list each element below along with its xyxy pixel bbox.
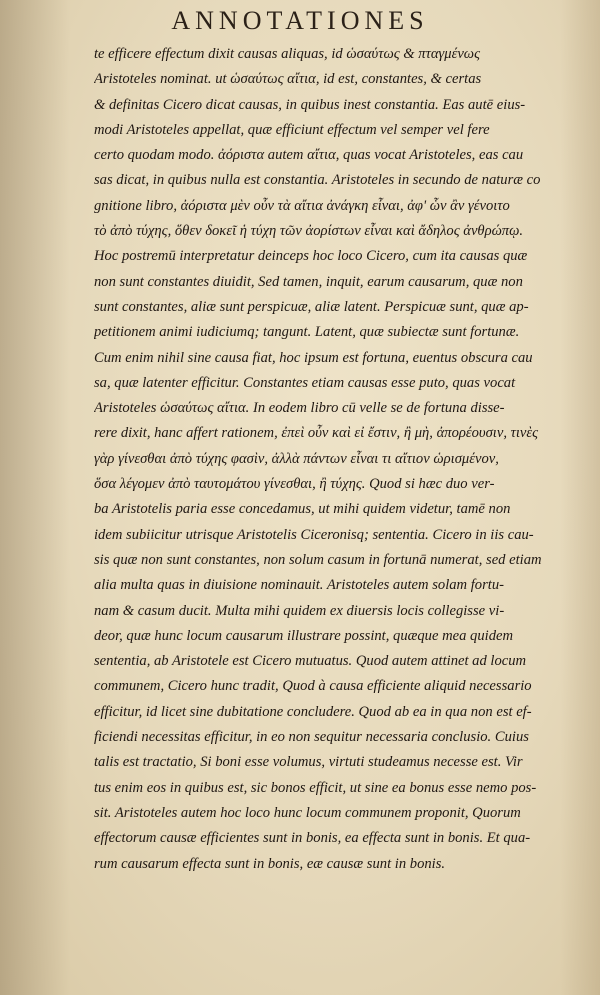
- running-head: ANNOTATIONES: [171, 6, 429, 35]
- text-line: ba Aristotelis paria esse concedamus, ut mihi quidem videtur, tamē non: [94, 501, 511, 518]
- text-line: sententia, ab Aristotele est Cicero mutuatus. Quod autem attinet ad locum: [94, 653, 527, 670]
- text-line: τὸ ἀπὸ τύχης, ὅθεν δοκεῖ ἡ τύχη τῶν ἀορίστων εἶναι καὶ ἄδηλος ἀνθρώπῳ.: [94, 223, 524, 240]
- text-line: sa, quæ latenter efficitur. Constantes etiam causas esse puto, quas vocat: [94, 374, 516, 391]
- gutter-shadow: [0, 0, 70, 995]
- text-line: effectorum causæ efficientes sunt in bonis, ea effecta sunt in bonis. Et qua-: [94, 830, 531, 847]
- text-line: ficiendi necessitas efficitur, in eo non sequitur necessaria conclusio. Cuius: [94, 729, 529, 746]
- text-line: γὰρ γίνεσθαι ἀπὸ τύχης φασὶν, ἀλλὰ πάντων εἶναι τι αἴτιον ὡρισμένον,: [94, 450, 499, 467]
- text-line: rere dixit, hanc affert rationem, ἐπεὶ οὖν καὶ εἰ ἔστιν, ἢ μὴ, ἀπορέουσιν, τινὲς: [94, 425, 539, 442]
- text-line: talis est tractatio, Si boni esse volumus, virtuti studeamus necesse est. Vir: [94, 754, 523, 771]
- text-line: tus enim eos in quibus est, sic bonos efficit, ut sine ea bonus esse nemo pos-: [94, 779, 537, 796]
- text-line: petitionem animi iudiciumq; tangunt. Latent, quæ subiectæ sunt fortunæ.: [94, 324, 520, 341]
- text-line: modi Aristoteles appellat, quæ efficiunt effectum vel semper vel fere: [94, 121, 490, 138]
- text-line: non sunt constantes diuidit, Sed tamen, inquit, earum causarum, quæ non: [94, 273, 523, 290]
- text-line: deor, quæ hunc locum causarum illustrare possint, quæque mea quidem: [94, 627, 514, 644]
- text-line: gnitione libro, ἀόριστα μὲν οὖν τὰ αἴτια ἀνάγκη εἶναι, ἀφ' ὧν ἂν γένοιτο: [94, 197, 510, 214]
- text-line: sis quæ non sunt constantes, non solum casum in fortunā numerat, sed etiam: [94, 551, 542, 568]
- text-line: nam & casum ducit. Multa mihi quidem ex diuersis locis collegisse vi-: [94, 602, 505, 619]
- annotation-text: [94, 42, 572, 877]
- text-line: ὅσα λέγομεν ἀπὸ ταυτομάτου γίνεσθαι, ἢ τύχης. Quod si hæc duo ver-: [94, 476, 495, 493]
- text-line: certo quodam modo. ἀόριστα autem αἴτια, quas vocat Aristoteles, eas cau: [94, 147, 524, 164]
- text-line: & definitas Cicero dicat causas, in quibus inest constantia. Eas autē eius-: [94, 96, 526, 113]
- text-line: Aristoteles nominat. ut ὡσαύτως αἴτια, id est, constantes, & certas: [94, 71, 482, 88]
- text-line: Hoc postremū interpretatur deinceps hoc loco Cicero, cum ita causas quæ: [94, 248, 528, 265]
- text-line: communem, Cicero hunc tradit, Quod à causa efficiente aliquid necessario: [94, 678, 532, 695]
- text-line: efficitur, id licet sine dubitatione concludere. Quod ab ea in qua non est ef-: [94, 703, 532, 720]
- text-line: Cum enim nihil sine causa fiat, hoc ipsum est fortuna, euentus obscura cau: [94, 349, 533, 366]
- text-line: sas dicat, in quibus nulla est constantia. Aristoteles in secundo de naturæ co: [94, 172, 541, 189]
- text-line: sunt constantes, aliæ sunt perspicuæ, aliæ latent. Perspicuæ sunt, quæ ap-: [94, 298, 529, 315]
- text-line: Aristoteles ὡσαύτως αἴτια. In eodem libro cū velle se de fortuna disse-: [94, 400, 505, 417]
- text-line: sit. Aristoteles autem hoc loco hunc locum communem proponit, Quorum: [94, 804, 521, 821]
- text-line: alia multa quas in diuisione nominauit. Aristoteles autem solam fortu-: [94, 577, 504, 594]
- text-line: te efficere effectum dixit causas aliquas, id ὡσαύτως & πταγμένως: [94, 46, 481, 62]
- text-line: rum causarum effecta sunt in bonis, eæ causæ sunt in bonis.: [94, 855, 446, 872]
- text-line: idem subiicitur utrisque Aristotelis Ciceronisq; sententia. Cicero in iis cau-: [94, 526, 534, 543]
